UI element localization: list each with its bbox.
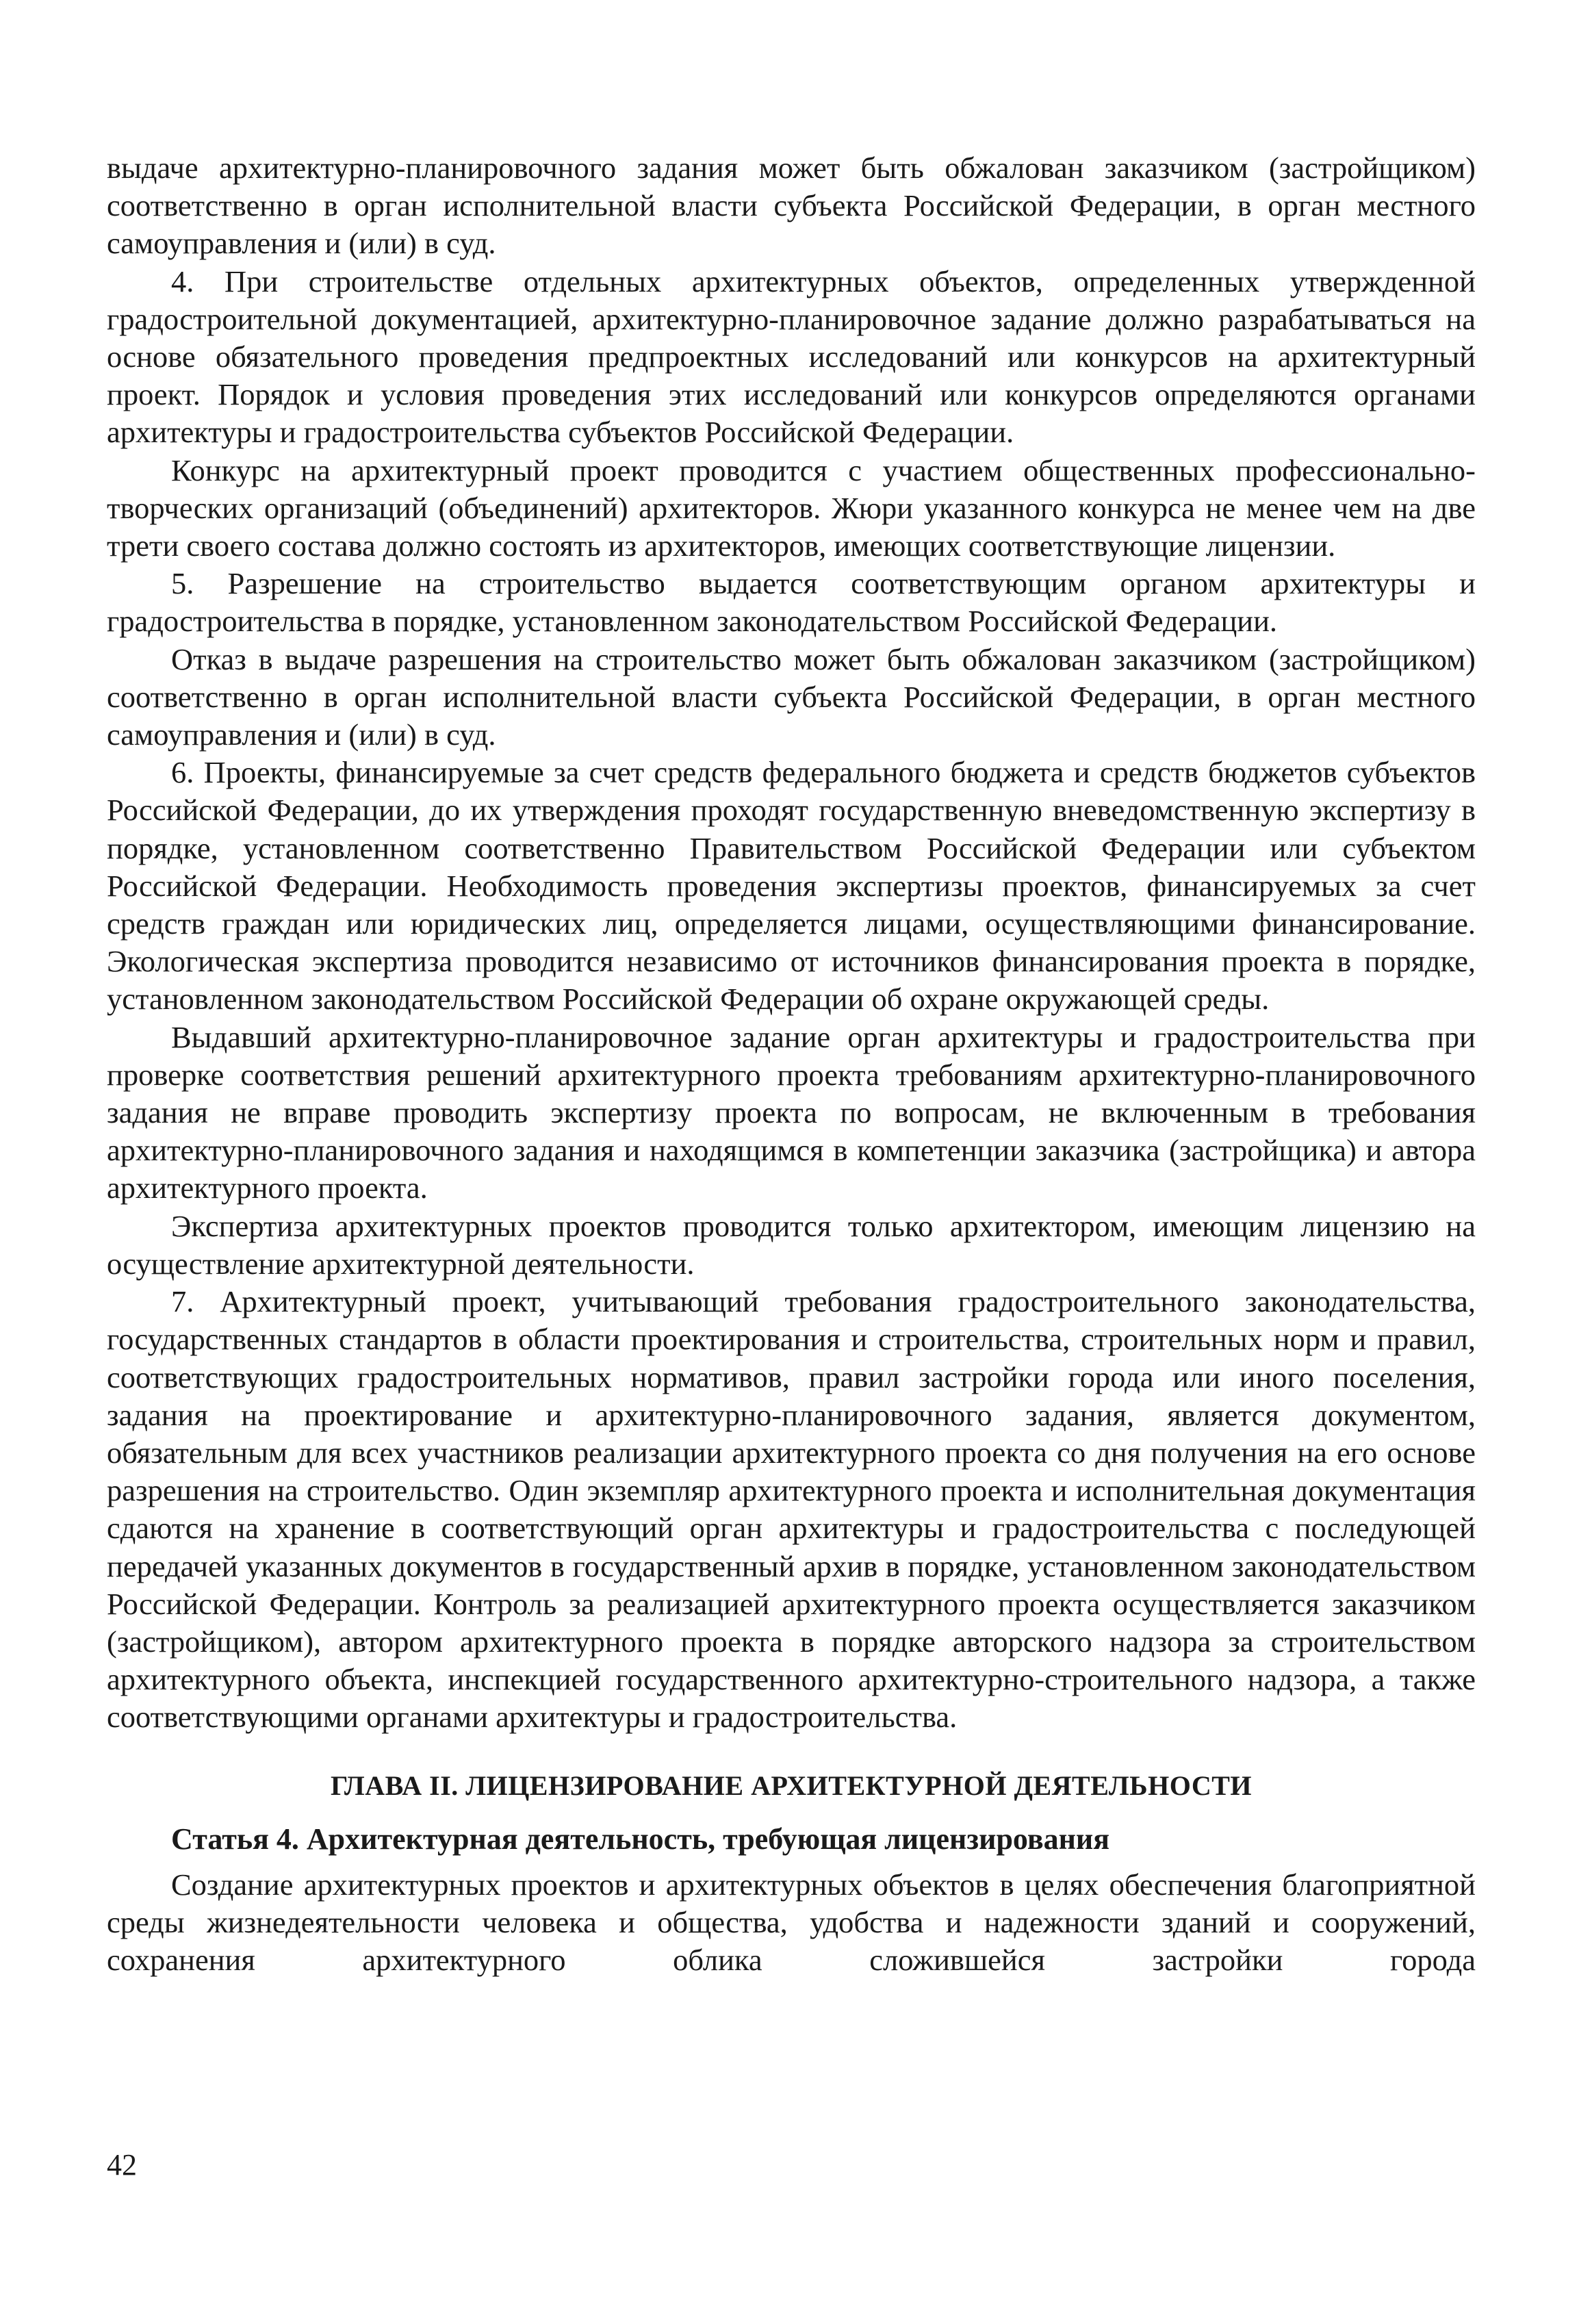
paragraph-item-7: 7. Архитектурный проект, учитывающий требования градостроительного законодательства, государственных стандартов в области проектирования и строительства, строительных норм и правил, соответствующих градостроительных нормативов, правил застройки города или иного поселения, задания на проектирование и архитектурно-планировочного задания, является документом, обязательным для всех участников реализации архитектурного проекта со дня получения на его основе разрешения на строительство. Один экземпляр архитектурного проекта и исполнительная документация сдаются на хранение в соответствующий орган архитектуры и градостроительства с последующей передачей указанных документов в государственный архив в порядке, установленном законодательством Российской Федерации. Контроль за реализацией архитектурного проекта осуществляется заказчиком (застройщиком), автором архитектурного проекта в порядке авторского надзора за строительством архитектурного объекта, инспекцией государственного архитектурно-строительного надзора, а также соответствующими органами архитектуры и градостроительства. (107, 1284, 1476, 1735)
paragraph-item-4: 4. При строительстве отдельных архитектурных объектов, определенных утвержденной градостроительной документацией, архитектурно-планировочное задание должно разрабатываться на основе обязательного проведения предпроектных исследований или конкурсов на архитектурный проект. Порядок и условия проведения этих исследований или конкурсов определяются органами архитектуры и градостроительства субъектов Российской Федерации. (107, 264, 1476, 450)
page-number: 42 (107, 2148, 137, 2182)
article-heading: Статья 4. Архитектурная деятельность, требующая лицензирования (171, 1822, 1110, 1856)
chapter-heading: ГЛАВА II. ЛИЦЕНЗИРОВАНИЕ АРХИТЕКТУРНОЙ ДЕЯТЕЛЬНОСТИ (330, 1770, 1253, 1801)
paragraph-refusal: Отказ в выдаче разрешения на строительство может быть обжалован заказчиком (застройщиком) соответственно в орган исполнительной власти субъекта Российской Федерации, в орган местного самоуправления и (или) в суд. (107, 641, 1476, 752)
paragraph-item-5: 5. Разрешение на строительство выдается соответствующим органом архитектуры и градостроительства в порядке, установленном законодательством Российской Федерации. (107, 566, 1476, 639)
paragraph-competition: Конкурс на архитектурный проект проводится с участием общественных профессионально-творческих организаций (объединений) архитекторов. Жюри указанного конкурса не менее чем на две трети своего состава должно состоять из архитекторов, имеющих соответствующие лицензии. (107, 452, 1476, 563)
paragraph-item-6: 6. Проекты, финансируемые за счет средств федерального бюджета и средств бюджетов субъектов Российской Федерации, до их утверждения проходят государственную вневедомственную экспертизу в порядке, установленном соответственно Правительством Российской Федерации или субъектом Российской Федерации. Необходимость проведения экспертизы проектов, финансируемых за счет средств граждан или юридических лиц, определяется лицами, осуществляющими финансирование. Экологическая экспертиза проводится независимо от источников финансирования проекта в порядке, установленном законодательством Российской Федерации об охране окружающей среды. (107, 755, 1476, 1017)
paragraph-article-4: Создание архитектурных проектов и архитектурных объектов в целях обеспечения благоприятной среды жизнедеятельности человека и общества, удобства и надежности зданий и сооружений, сохранения архитектурного облика сложившейся застройки города (107, 1867, 1476, 1977)
paragraph-continued: выдаче архитектурно-планировочного задания может быть обжалован заказчиком (застройщиком) соответственно в орган исполнительной власти субъекта Российской Федерации, в орган местного самоуправления и (или) в суд. (107, 151, 1476, 261)
paragraph-expertise: Экспертиза архитектурных проектов проводится только архитектором, имеющим лицензию на осуществление архитектурной деятельности. (107, 1208, 1476, 1281)
paragraph-issuer: Выдавший архитектурно-планировочное задание орган архитектуры и градостроительства при проверке соответствия решений архитектурного проекта требованиям архитектурно-планировочного задания не вправе проводить экспертизу проекта по вопросам, не включенным в требования архитектурно-планировочного задания и находящимся в компетенции заказчика (застройщика) и автора архитектурного проекта. (107, 1019, 1476, 1205)
page-body (107, 149, 1476, 1979)
